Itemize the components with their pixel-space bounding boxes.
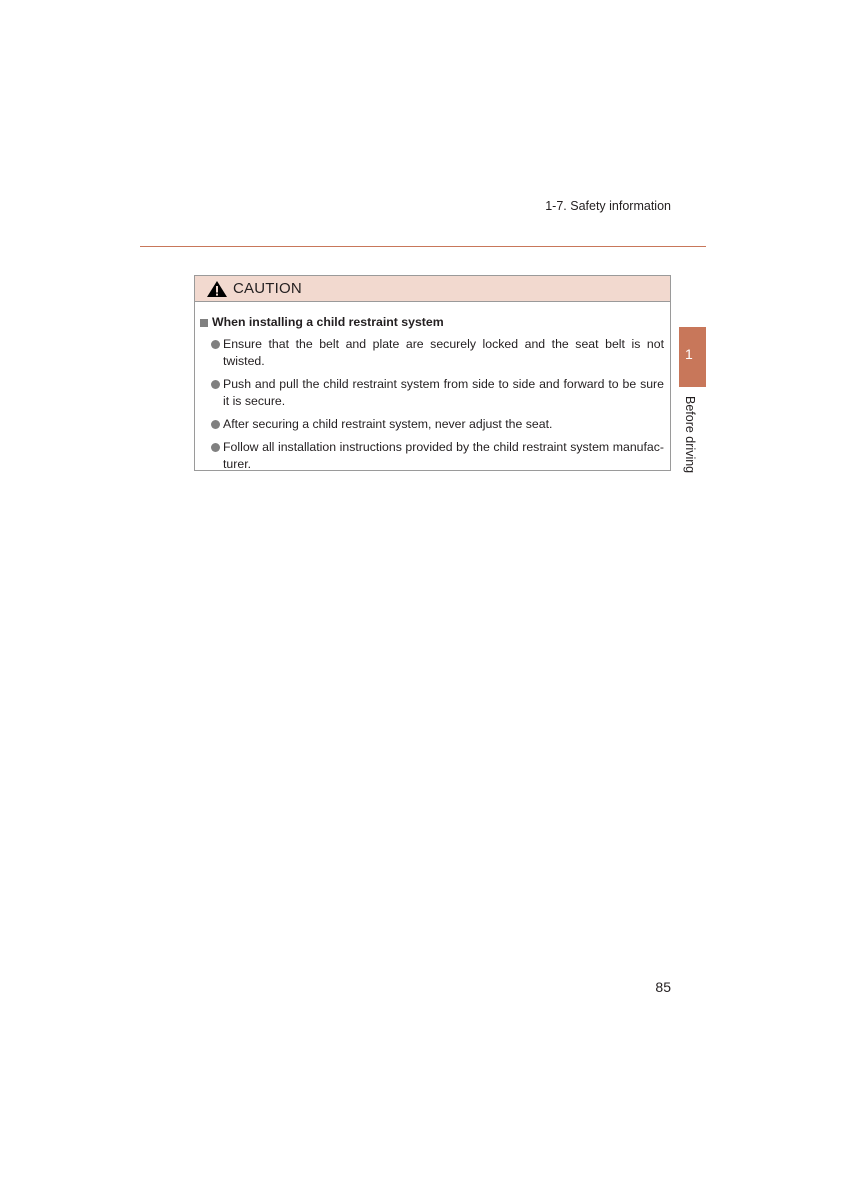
square-bullet-icon — [200, 319, 208, 327]
list-item — [211, 336, 664, 370]
header-rule — [140, 246, 706, 247]
page-number: 85 — [655, 979, 671, 995]
bullet-dot-icon — [211, 420, 220, 429]
bullet-dot-icon — [211, 340, 220, 349]
caution-header — [195, 276, 670, 302]
list-item-text: Ensure that the belt and plate are securely locked and the seat belt is not twisted. — [223, 337, 664, 368]
list-item — [211, 376, 664, 410]
caution-title: CAUTION — [233, 280, 302, 297]
chapter-tab[interactable] — [679, 327, 706, 387]
caution-subheading — [200, 314, 664, 331]
bullet-dot-icon — [211, 380, 220, 389]
chapter-tab-number: 1 — [685, 346, 693, 362]
caution-body — [195, 302, 670, 473]
caution-list — [200, 336, 664, 473]
list-item — [211, 439, 664, 473]
section-header: 1-7. Safety information — [545, 199, 671, 213]
list-item-text: After securing a child restraint system, never adjust the seat. — [223, 417, 553, 431]
caution-box — [194, 275, 671, 471]
caution-subheading-text: When installing a child restraint system — [212, 315, 444, 329]
list-item-text: Push and pull the child restraint system from side to side and forward to be sure it is secure. — [223, 377, 664, 408]
warning-triangle-icon — [206, 280, 228, 298]
list-item-text: Follow all installation instructions provided by the child restraint system manufac- turer. — [223, 440, 664, 471]
chapter-label: Before driving — [683, 396, 697, 474]
list-item — [211, 416, 664, 433]
bullet-dot-icon — [211, 443, 220, 452]
